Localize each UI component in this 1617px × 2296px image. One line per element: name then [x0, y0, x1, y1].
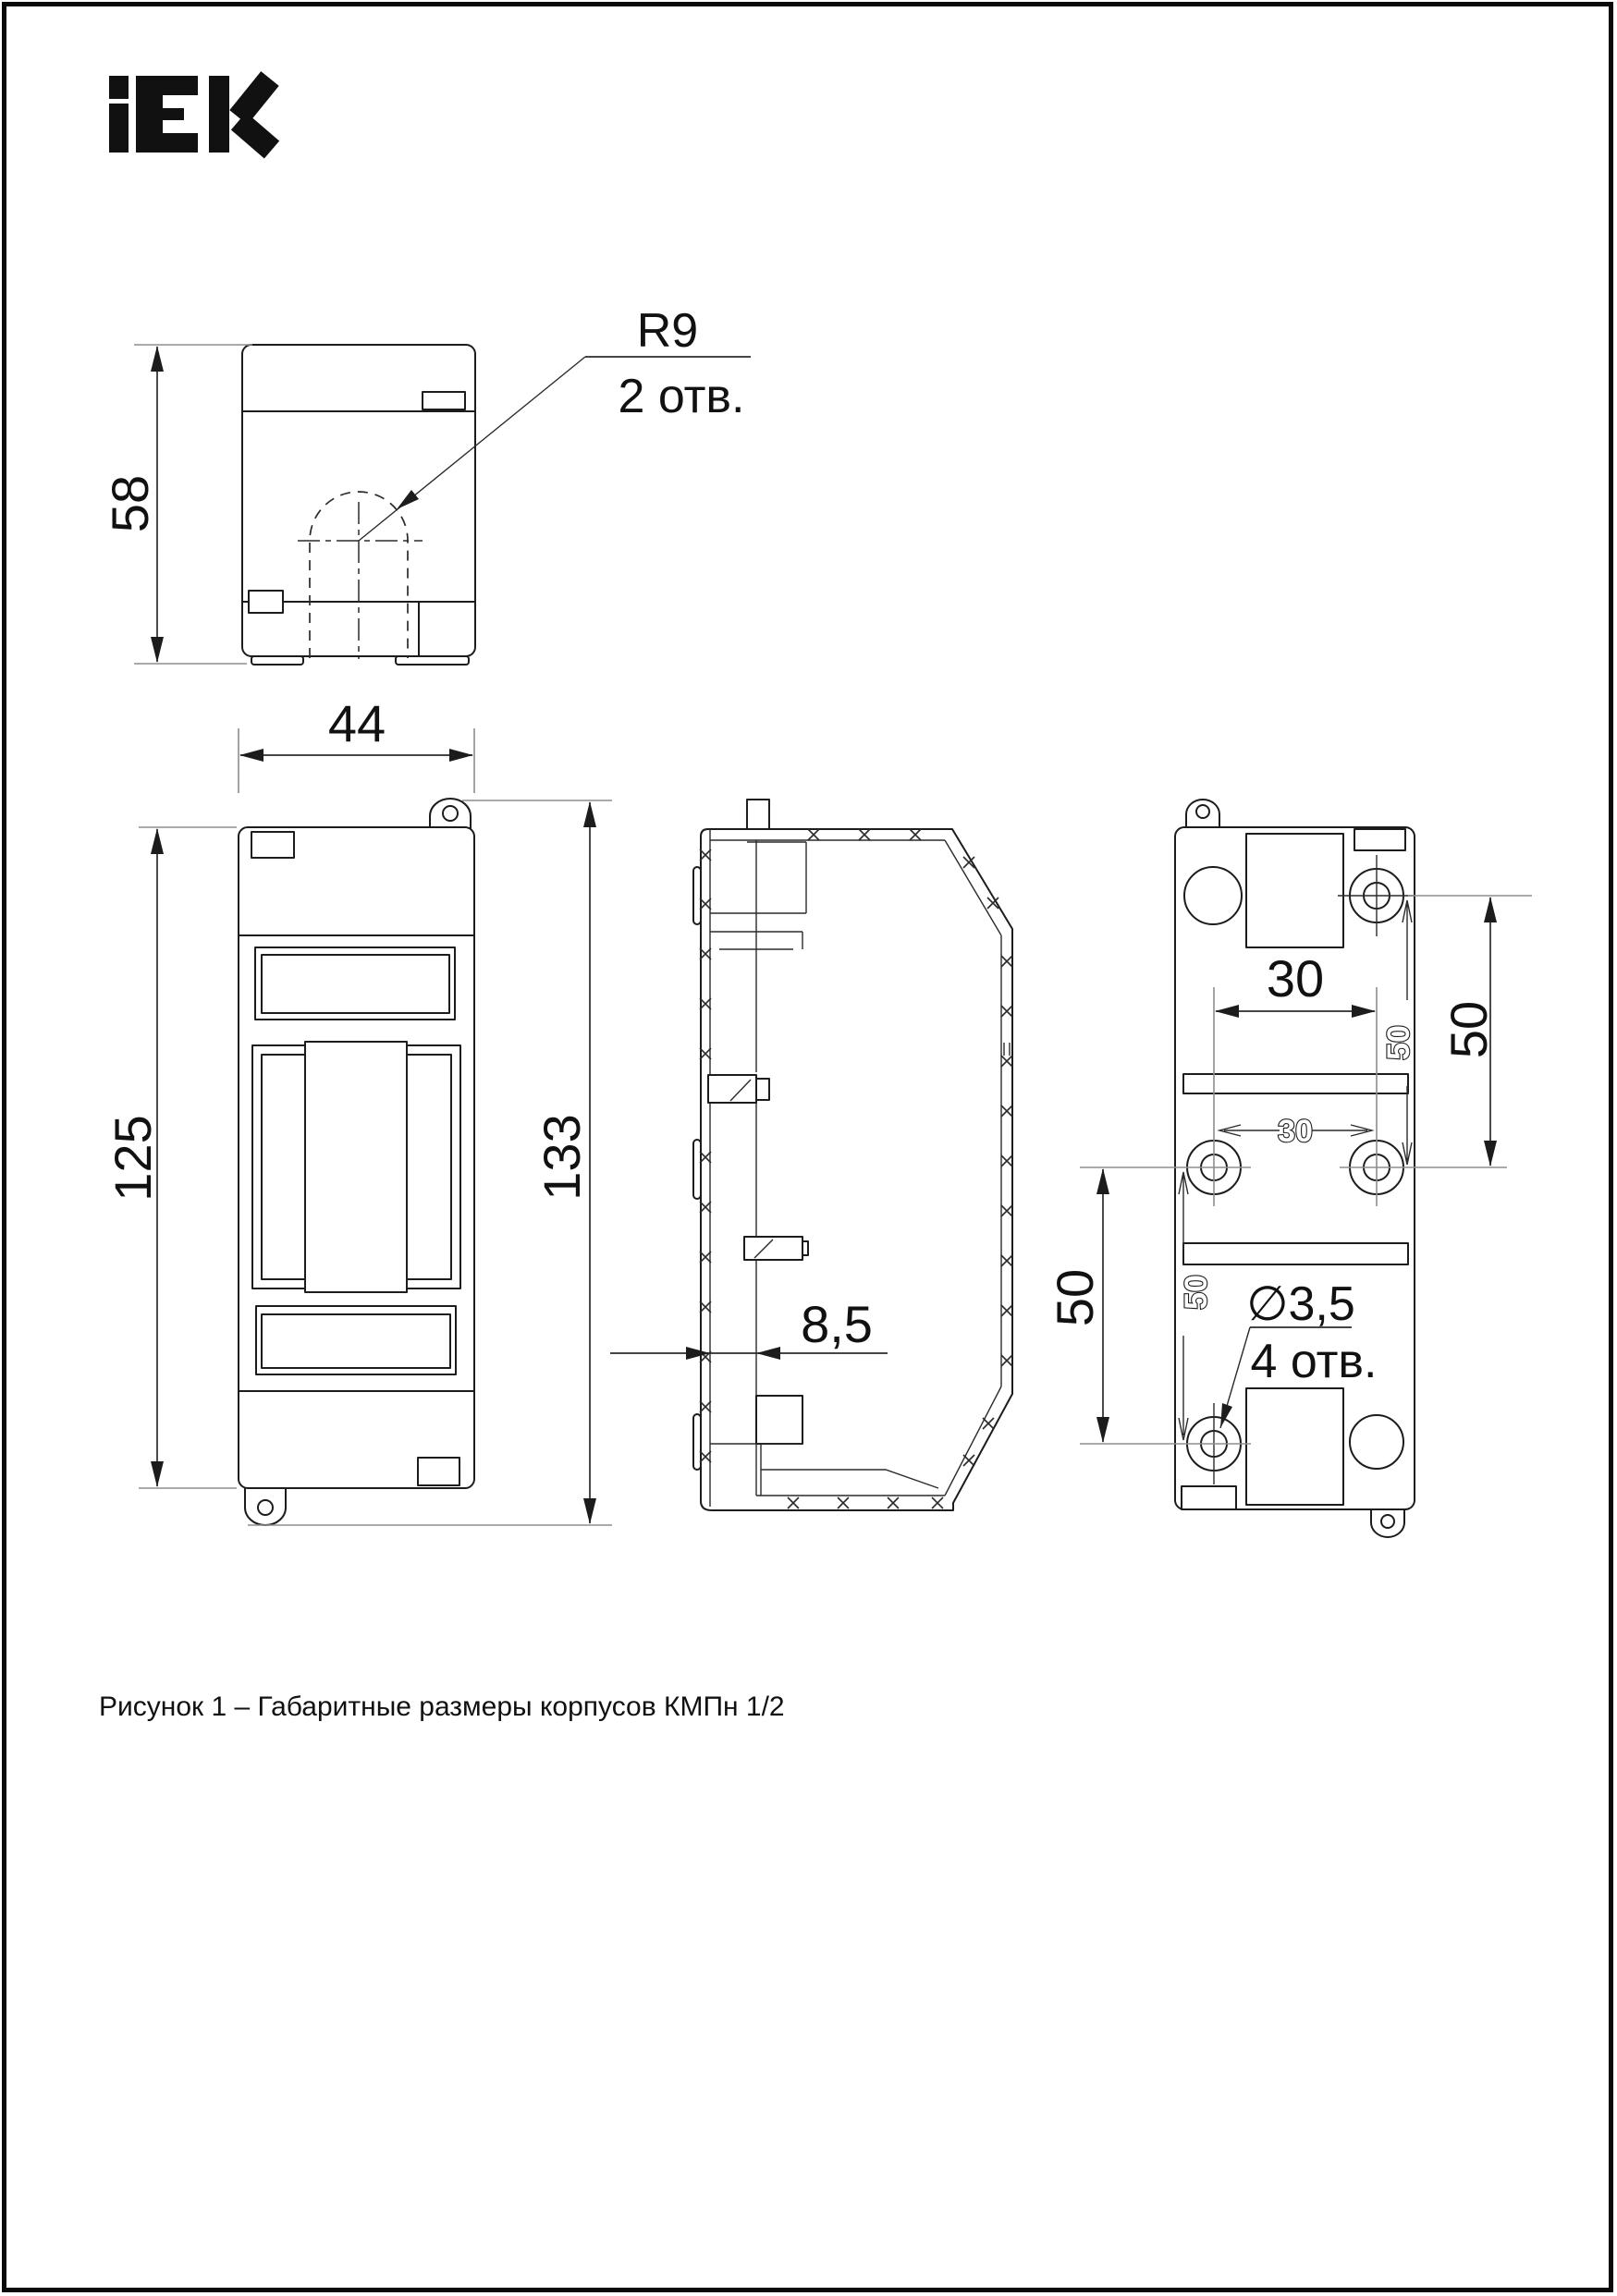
- side-section-view: [610, 800, 1012, 1510]
- dim-50-right-label: 50: [1439, 1000, 1498, 1059]
- dim-44-label: 44: [327, 694, 386, 752]
- dim-125-label: 125: [104, 1115, 162, 1202]
- dim-50-left-label: 50: [1046, 1268, 1104, 1327]
- mounting-ear-top: [1186, 800, 1219, 828]
- dim-30-small-label: 30: [1278, 1114, 1313, 1149]
- radius-holes-label: 2 отв.: [618, 370, 745, 423]
- mounting-ear-bottom: [245, 1487, 286, 1525]
- radius-callout-label: R9: [636, 304, 699, 358]
- figure-caption: Рисунок 1 – Габаритные размеры корпусов КМПн 1/2: [99, 1691, 785, 1722]
- section-hatching: [700, 829, 1012, 1508]
- dim-8-5-label: 8,5: [801, 1295, 873, 1353]
- back-view: [1046, 800, 1532, 1537]
- front-view: [104, 694, 612, 1525]
- mounting-ear-bottom: [1371, 1508, 1404, 1537]
- iek-logo: [109, 76, 272, 153]
- mounting-ear-top: [430, 799, 471, 828]
- hole-count-label: 4 отв.: [1250, 1335, 1378, 1388]
- dim-50-left-small-label: 50: [1179, 1275, 1214, 1310]
- dim-133-label: 133: [533, 1114, 591, 1201]
- hole-diameter-label: ∅3,5: [1246, 1277, 1355, 1331]
- top-view: [101, 304, 751, 665]
- dim-30-label: 30: [1266, 949, 1325, 1008]
- dim-50-right-small-label: 50: [1381, 1025, 1416, 1060]
- dim-58-label: 58: [101, 474, 159, 533]
